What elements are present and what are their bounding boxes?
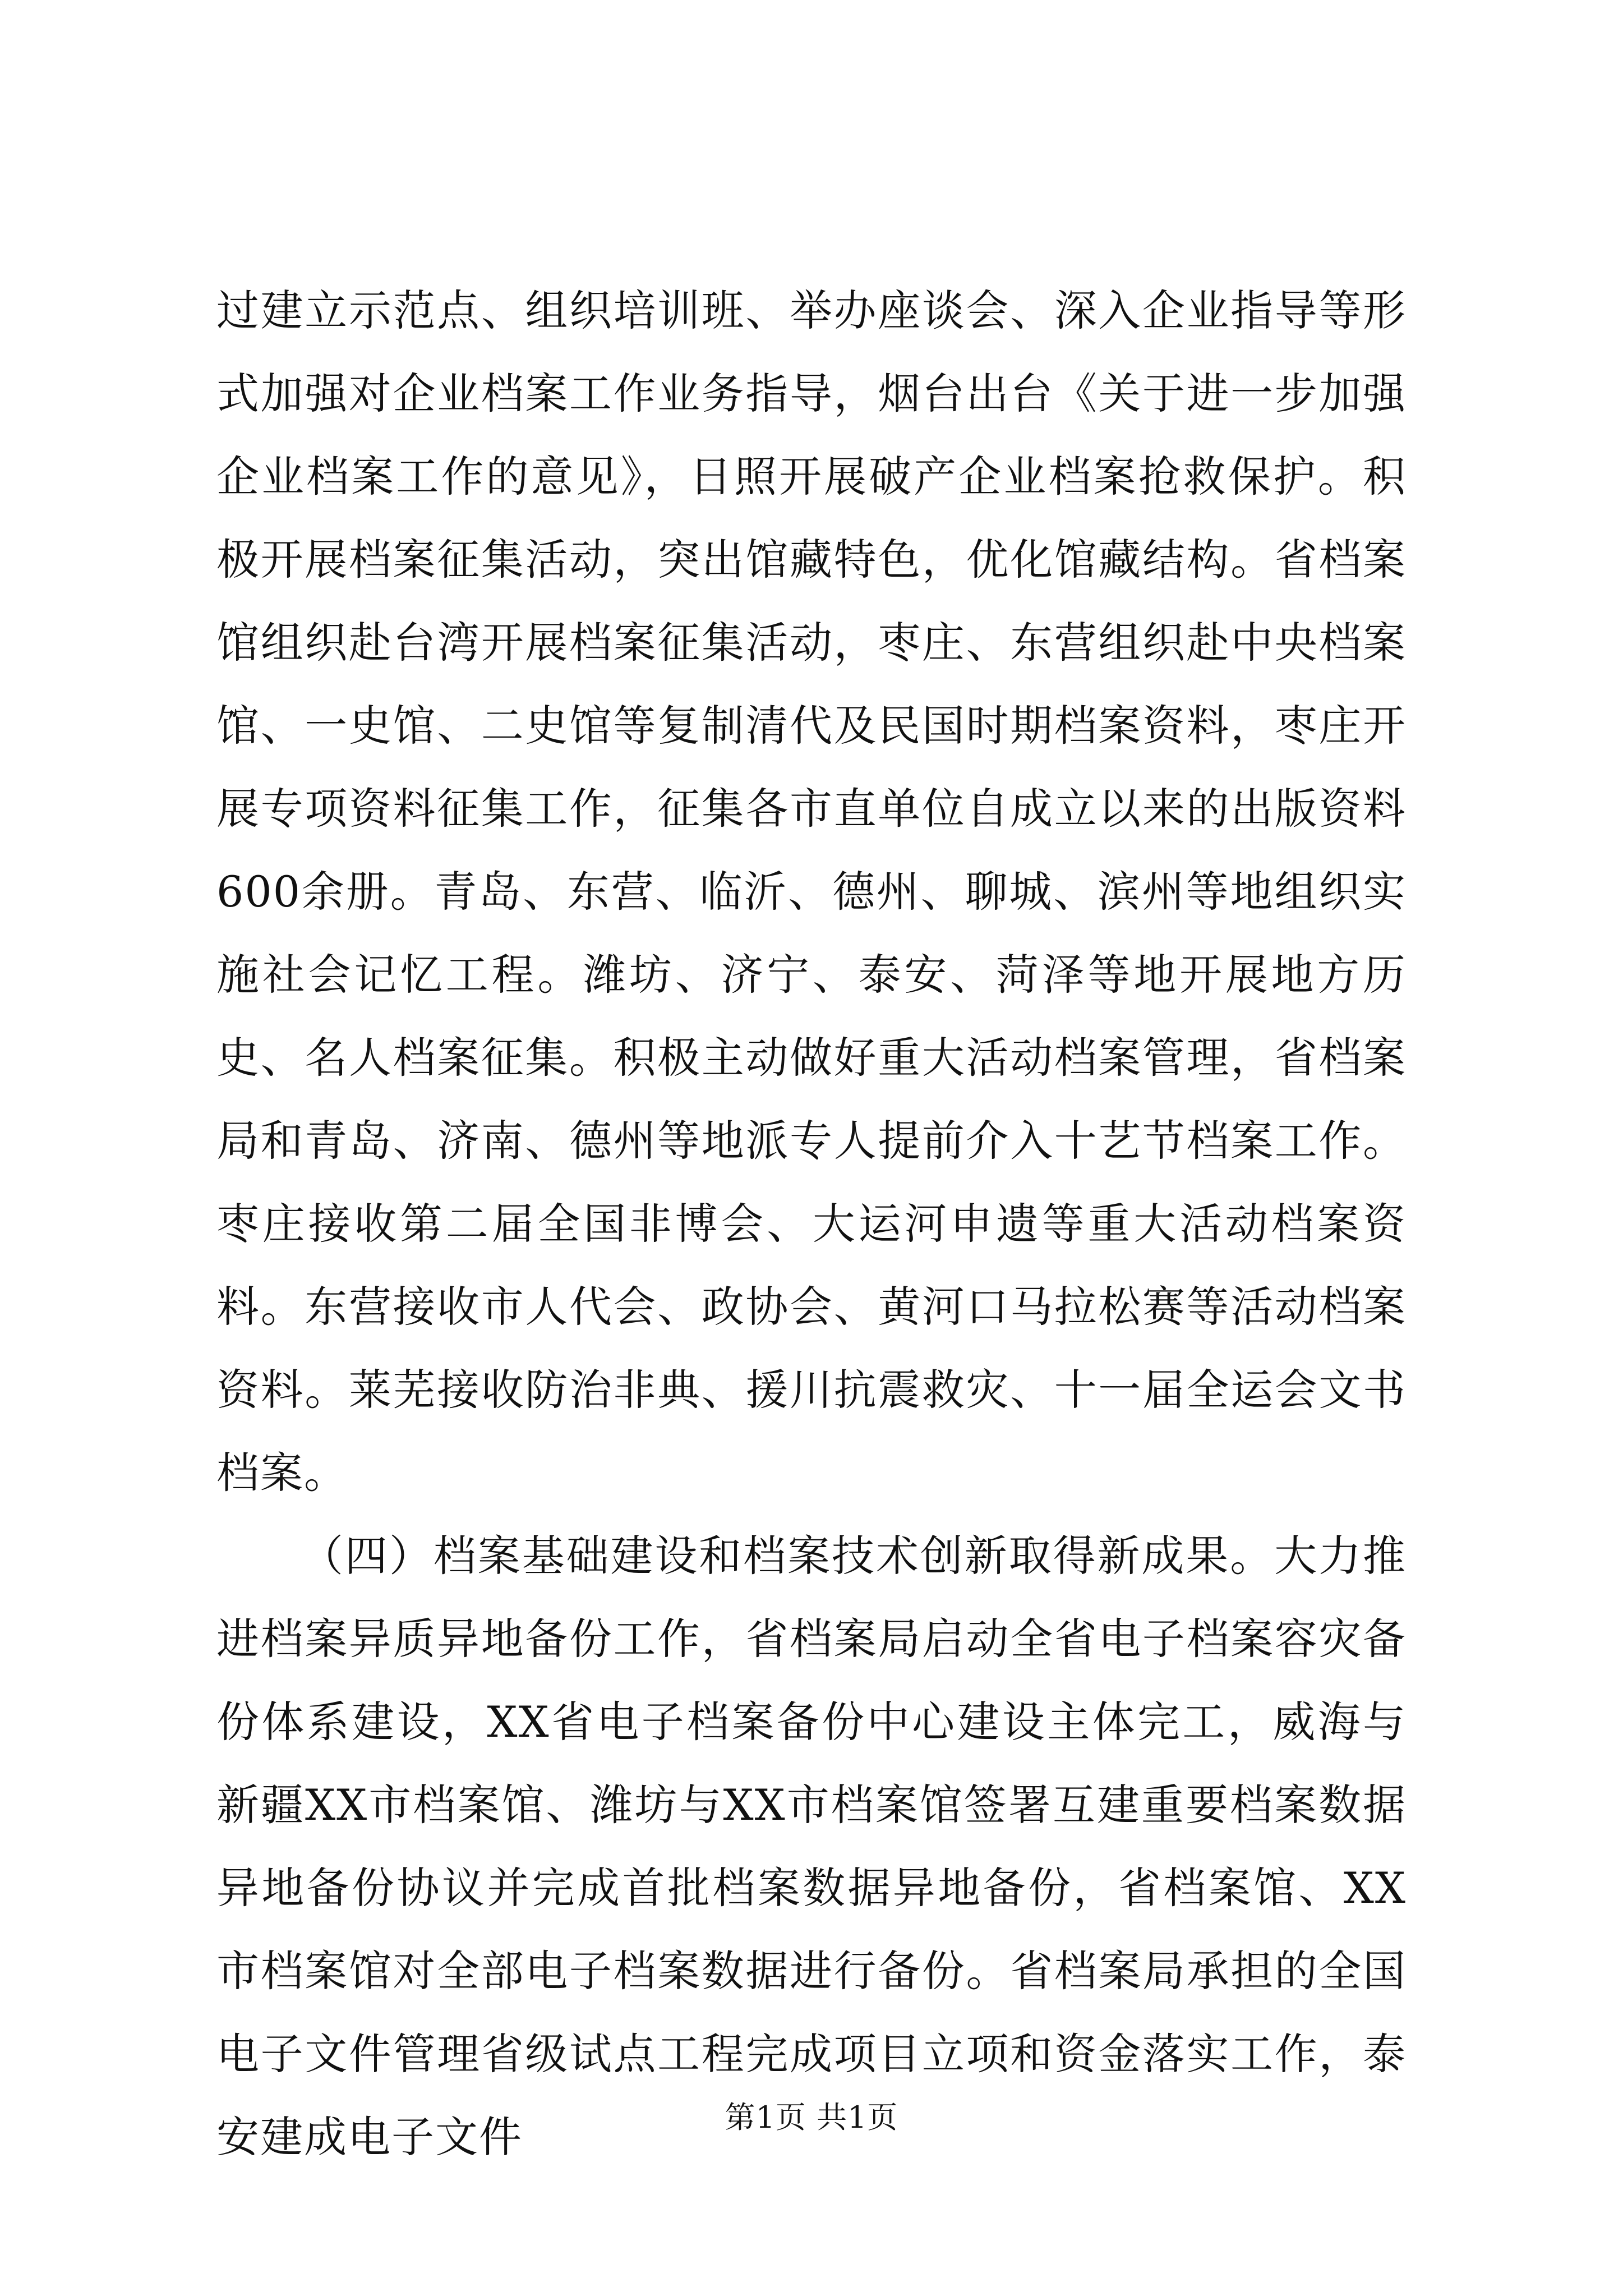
page-footer: 第1页 共1页 bbox=[725, 2100, 898, 2135]
paragraph-2: （四）档案基础建设和档案技术创新取得新成果。大力推进档案异质异地备份工作，省档案局启动全省电子档案容灾备份体系建设，XX省电子档案备份中心建设主体完工，威海与新疆XX市档案馆、潍坊与XX市档案馆签署互建重要档案数据异地备份协议并完成首批档案数据异地备份，省档案馆、XX市档案馆对全部电子档案数据进行备份。省档案局承担的全国电子文件管理省级试点工程完成项目立项和资金落实工作，泰安建成电子文件 bbox=[216, 1531, 1407, 2162]
document-body bbox=[216, 269, 1407, 2179]
paragraph-1: 过建立示范点、组织培训班、举办座谈会、深入企业指导等形式加强对企业档案工作业务指导，烟台出台《关于进一步加强企业档案工作的意见》，日照开展破产企业档案抢救保护。积极开展档案征集活动，突出馆藏特色，优化馆藏结构。省档案馆组织赴台湾开展档案征集活动，枣庄、东营组织赴中央档案馆、一史馆、二史馆等复制清代及民国时期档案资料，枣庄开展专项资料征集工作，征集各市直单位自成立以来的出版资料600余册。青岛、东营、临沂、德州、聊城、滨州等地组织实施社会记忆工程。潍坊、济宁、泰安、菏泽等地开展地方历史、名人档案征集。积极主动做好重大活动档案管理，省档案局和青岛、济南、德州等地派专人提前介入十艺节档案工作。枣庄接收第二届全国非博会、大运河申遗等重大活动档案资料。东营接收市人代会、政协会、黄河口马拉松赛等活动档案资料。莱芜接收防治非典、援川抗震救灾、十一届全运会文书档案。 bbox=[216, 286, 1407, 1498]
